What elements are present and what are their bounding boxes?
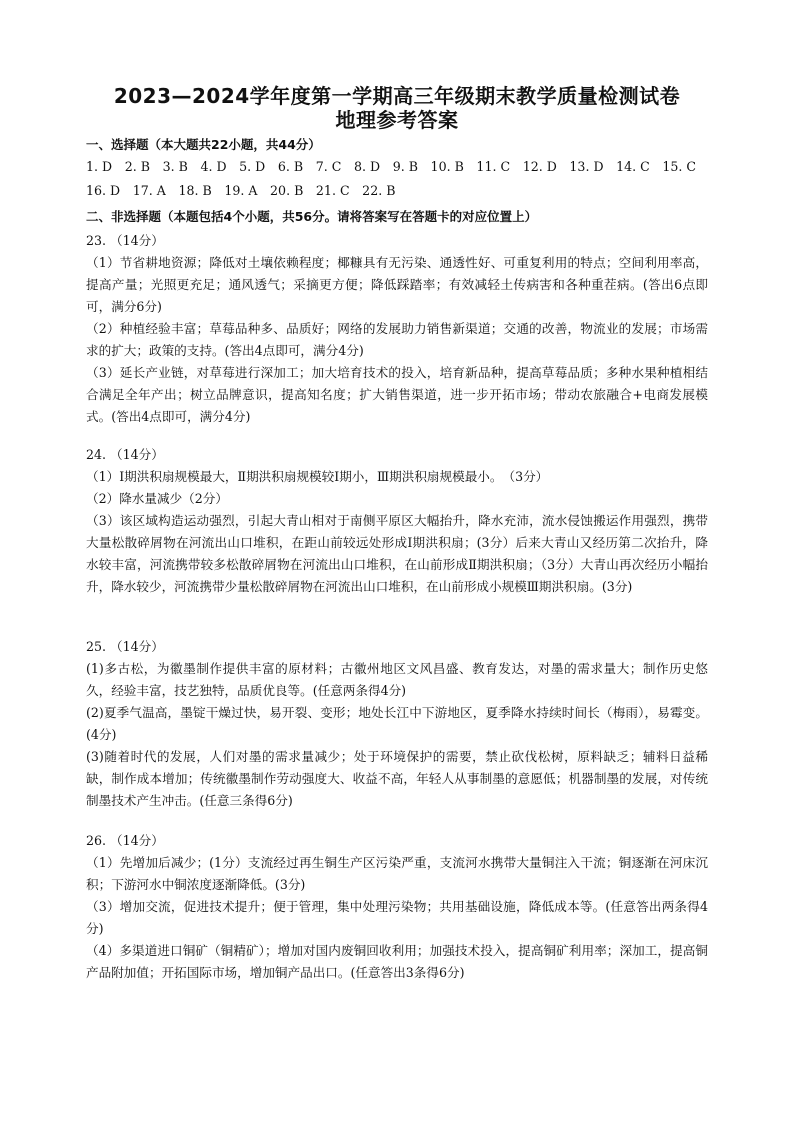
question-26-answer-4: （4）多渠道进口铜矿（铜精矿）；增加对国内废铜回收利用；加强技术投入，提高铜矿利用率；深加工，提高铜产品附加值；开拓国际市场，增加铜产品出口。(任意答出3条得6分) [86,943,708,980]
question-25-answer-3: (3)随着时代的发展，人们对墨的需求量减少；处于环境保护的需要，禁止砍伐松树，原料缺乏；辅料日益稀缺，制作成本增加；传统徽墨制作劳动强度大、收益不高，年轻人从事制墨的意愿低；机器制墨的发展，对传统制墨技术产生冲击。(任意三条得6分) [86,749,708,808]
question-23-answer-3: （3）延长产业链，对草莓进行深加工；加大培育技术的投入，培育新品种，提高草莓品质；多种水果种植相结合满足全年产出；树立品牌意识，提高知名度；扩大销售渠道，进一步开拓市场；带动农旅融合+电商发展模式。(答出4点即可，满分4分) [86,365,708,424]
question-24-answer-3: （3）该区域构造运动强烈，引起大青山相对于南侧平原区大幅抬升，降水充沛，流水侵蚀搬运作用强烈，携带大量松散碎屑物在河流出山口堆积，在距山前较远处形成Ⅰ期洪积扇；(3分）后来大青山又经历第二次抬升，降水较丰富，河流携带较多松散碎屑物在河流出山口堆积，在山前形成Ⅱ期洪积扇；（3分）大青山再次经历小幅抬升，降水较少，河流携带少量松散碎屑物在河流出山口堆积，在山前形成小规模Ⅲ期洪积扇。(3分) [86,513,708,594]
question-26-answer-3: （3）增加交流，促进技术提升；便于管理，集中处理污染物；共用基础设施，降低成本等。(任意答出两条得4分) [86,899,708,936]
section-2-heading: 二、非选择题（本题包括4个小题，共56分。请将答案写在答题卡的对应位置上） [86,209,538,224]
question-26-block [86,830,708,984]
choice-answers-line-1: 1. D 2. B 3. B 4. D 5. D 6. B 7. C 8. D 9. B 10. B 11. C 12. D 13. D 14. C 15. C [86,159,697,174]
document-subtitle: 地理参考答案 [335,108,459,132]
question-25-answer-2: (2)夏季气温高，墨锭干燥过快，易开裂、变形；地处长江中下游地区，夏季降水持续时间长（梅雨），易霉变。(4分) [86,705,708,742]
question-24-heading: 24. （14分） [86,447,164,462]
question-23-answer-2: （2）种植经验丰富；草莓品种多、品质好；网络的发展助力销售新渠道；交通的改善，物流业的发展；市场需求的扩大；政策的支持。(答出4点即可，满分4分) [86,321,708,358]
question-26-heading: 26. （14分） [86,833,164,848]
question-25-block [86,636,708,812]
question-26-answer-1: （1）先增加后减少；(1分）支流经过再生铜生产区污染严重，支流河水携带大量铜注入干流；铜逐渐在河床沉积；下游河水中铜浓度逐渐降低。(3分) [86,855,708,892]
question-25-heading: 25. （14分） [86,639,164,654]
question-24-answer-2: （2）降水量减少（2分） [86,491,228,506]
question-23-heading: 23. （14分） [86,233,164,248]
question-25-answer-1: (1)多古松，为徽墨制作提供丰富的原材料；古徽州地区文风昌盛、教育发达，对墨的需求量大；制作历史悠久，经验丰富，技艺独特，品质优良等。(任意两条得4分) [86,661,708,698]
question-23-block [86,230,708,428]
question-24-answer-1: （1）Ⅰ期洪积扇规模最大，Ⅱ期洪积扇规模较Ⅰ期小，Ⅲ期洪积扇规模最小。 （3分） [86,469,549,484]
question-24-block [86,444,708,598]
choice-answers-line-2: 16. D 17. A 18. B 19. A 20. B 21. C 22. B [86,183,396,198]
section-1-heading: 一、选择题（本大题共22小题，共44分） [86,137,321,152]
document-title: 2023—2024学年度第一学期高三年级期末教学质量检测试卷 [113,84,681,108]
question-23-answer-1: （1）节省耕地资源；降低对土壤依赖程度；椰糠具有无污染、通透性好、可重复利用的特点；空间利用率高，提高产量；光照更充足；通风透气；采摘更方便；降低踩踏率；有效减轻土传病害和各种重茬病。(答出6点即可，满分6分) [86,255,708,314]
